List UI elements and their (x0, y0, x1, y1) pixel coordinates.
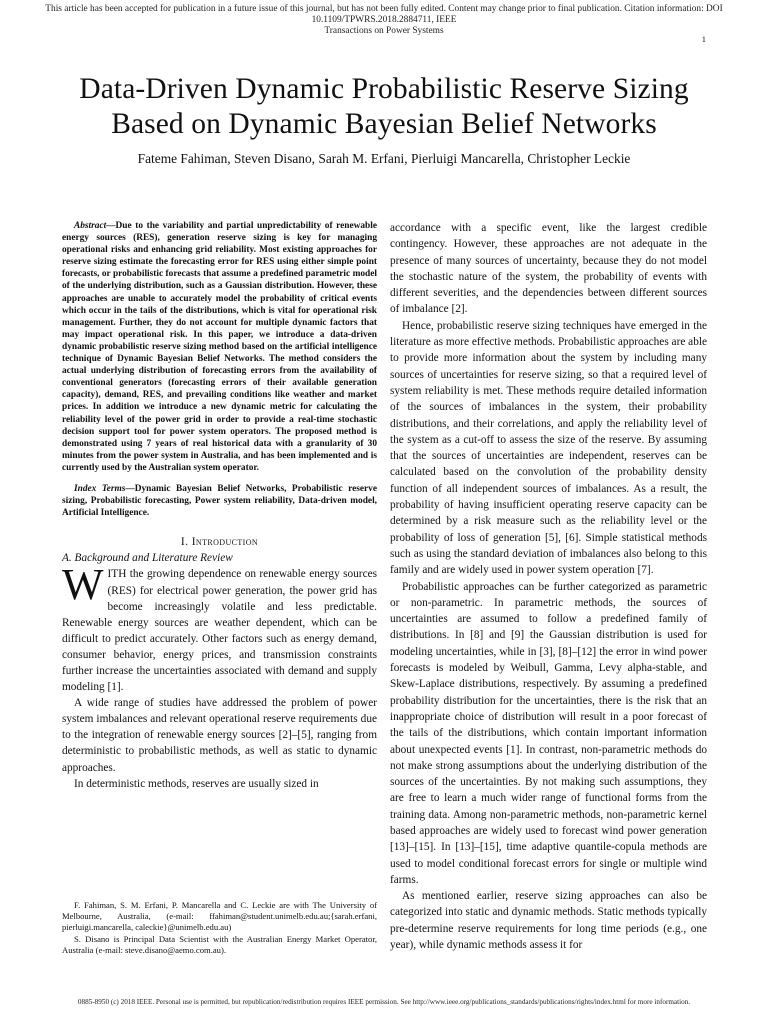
page-number: 1 (701, 34, 706, 44)
intro-paragraph-1 (62, 560, 377, 695)
right-paragraph-4: As mentioned earlier, reserve sizing approaches can also be categorized into static and dynamic methods. Static methods typically pre-determine reserve requirements for long time periods (e.g., one year), while dynamic methods assess it for (390, 890, 707, 952)
right-paragraph-2: Hence, probabilistic reserve sizing techniques have emerged in the literature as more effective methods. Probabilistic approaches are able to provide more information about the system by including many sources of uncertainties for reserve sizing, so that a required level of system reliability is met. These methods require detailed information of the sources of imbalances in the system, their probability distributions, and their correlations, and apply the reliability level of the system as a cut-off to assess the size of the reserve. By assuming that the sources of uncertainties are independent, reserves can be calculated based on the convolution of the probability density function of all independent sources of imbalances. As a result, the probability of having insufficient operating reserve capacity can be determined by a risk measure such as the reliability level or the probability of loss of generation [5], [6]. Simple statistical methods such as using the standard deviation of imbalances also belong to this family and are widely used in power system operation [7]. (390, 319, 707, 577)
author-footnotes (62, 900, 377, 956)
copyright-footer: 0885-8950 (c) 2018 IEEE. Personal use is permitted, but republication/redistribution requires IEEE permission. See http://www.ieee.org/publications_standards/publications/rights/index.html for more information. (77, 998, 691, 1006)
section-title: Introduction (191, 536, 259, 549)
section-heading (62, 536, 377, 549)
index-terms-label: Index Terms (74, 483, 126, 494)
author-list: Fateme Fahiman, Steven Disano, Sarah M. Erfani, Pierluigi Mancarella, Christopher Leckie (137, 151, 631, 166)
abstract-label: Abstract (74, 221, 107, 231)
drop-cap: W (62, 560, 104, 610)
right-paragraph-1: accordance with a specific event, like the largest credible contingency. However, these approaches are not adequate in the presence of many sources of uncertainty, because they do not model the stochastic nature of the system, the probability of events with different severities, and the dependencies between different sources of imbalance [2]. (390, 222, 707, 316)
paper-title (20, 72, 748, 142)
intro-paragraph-1-text: ITH the growing dependence on renewable energy sources (RES) for electrical power generation, the power grid has become increasingly volatile and less predictable. Renewable energy sources are weather dependent, which can be difficult to predict accurately. Other factors such as energy demand, consumer behavior, energy prices, and transmission constraints further increase the uncertainties associated with demand and supply modeling [1]. (62, 568, 377, 694)
intro-paragraph-2: A wide range of studies have addressed the problem of power system imbalances and relevant operational reserve requirements due to the integration of renewable energy sources [2]–[5], ranging from deterministic to probabilistic methods, as well as static to dynamic approaches. (62, 697, 377, 774)
paper-title-line2: Based on Dynamic Bayesian Belief Networks (111, 108, 657, 140)
publication-notice-line2: Transactions on Power Systems (324, 26, 444, 36)
section-number: I. (180, 536, 189, 549)
intro-paragraph-3: In deterministic methods, reserves are usually sized in (74, 777, 319, 790)
index-terms (62, 483, 377, 519)
right-paragraph-3: Probabilistic approaches can be further categorized as parametric or non-parametric. In parametric methods, the sources of uncertainties are assumed to follow a predefined family of distributions. In [8] and [9] the Gaussian distribution is used for modeling uncertainties, while in [3], [8]–[12] the error in wind power forecasts is modeled by Weibull, Gamma, Levy alpha-stable, and Skew-Laplace distributions, respectively. By assuming a predefined probability distribution for the uncertainties, there is the risk that an inappropriate choice of distribution will result in a poor forecast of the tails of the distributions, which contain important information about unexpected events [1]. In contrast, non-parametric methods do not make strong assumptions about the underlying distribution of the sources of the uncertainties. By not making such assumptions, they are free to learn a much wider range of functional forms from the training data. Among non-parametric methods, non-parametric kernel based approaches are widely used to forecast wind power generation [13]–[15]. In [13]–[15], time adaptive quantile-copula methods are used to model conditional forecast errors for single or multiple wind farms. (390, 580, 707, 886)
publication-notice (0, 4, 768, 37)
right-column (390, 220, 707, 953)
footnote-affiliation: F. Fahiman, S. M. Erfani, P. Mancarella and C. Leckie are with The University of Melbourne, Australia, (e-mail: ffahiman@student.unimelb.edu.au;{sarah.erfani, pierluigi.mancarella, caleckie}@unimelb.edu.au) (62, 900, 377, 933)
subsection-heading: A. Background and Literature Review (62, 551, 233, 564)
paper-title-line1: Data-Driven Dynamic Probabilistic Reserve Sizing (79, 73, 689, 105)
index-terms-text: —Dynamic Bayesian Belief Networks, Probabilistic reserve sizing, Probabilistic forecasting, Power system reliability, Data-driven model, Artificial Intelligence. (62, 483, 378, 519)
abstract-text: —Due to the variability and partial unpredictability of renewable energy sources (RES), generation reserve sizing is key for managing operational risks and enhancing grid reliability. Most existing approaches for reserve sizing estimate the forecasting error for RES using either simple point forecasts, or probabilistic forecasts that assume a predefined parametric model of the underlying distribution, such as a Gaussian distribution. However, these approaches are unable to accurately model the probability of critical events which occur in the tails of the distributions, which is vital for operational risk management. Further, they do not account for multiple dynamic factors that may impact operational risk. In this paper, we introduce a data-driven dynamic probabilistic reserve sizing method based on the artificial intelligence technique of Dynamic Bayesian Belief Networks. The method considers the actual underlying distribution of forecasting errors from the availability of conventional generators (forecasting errors of their available generation capacity), demand, RES, and prevailing conditions like weather and market prices. In addition we introduce a new dynamic metric for calculating the reliability level of the power grid in order to provide a real-time stochastic decision support tool for power system operators. The proposed method is demonstrated using 7 years of real historical data with a granularity of 30 minutes from the power system in Australia, and has been implemented and is currently used by the Australian system operator. (62, 221, 377, 473)
footnote-disano: S. Disano is Principal Data Scientist with the Australian Energy Market Operator, Australia (e-mail: steve.disano@aemo.com.au). (62, 933, 377, 955)
left-column (62, 220, 377, 792)
abstract (62, 220, 377, 474)
publication-notice-line1: This article has been accepted for publication in a future issue of this journal, but has not been fully edited. Content may change prior to final publication. Citation information: DOI 10.1109/TPWRS.2018.2884711, IEEE (45, 4, 723, 25)
